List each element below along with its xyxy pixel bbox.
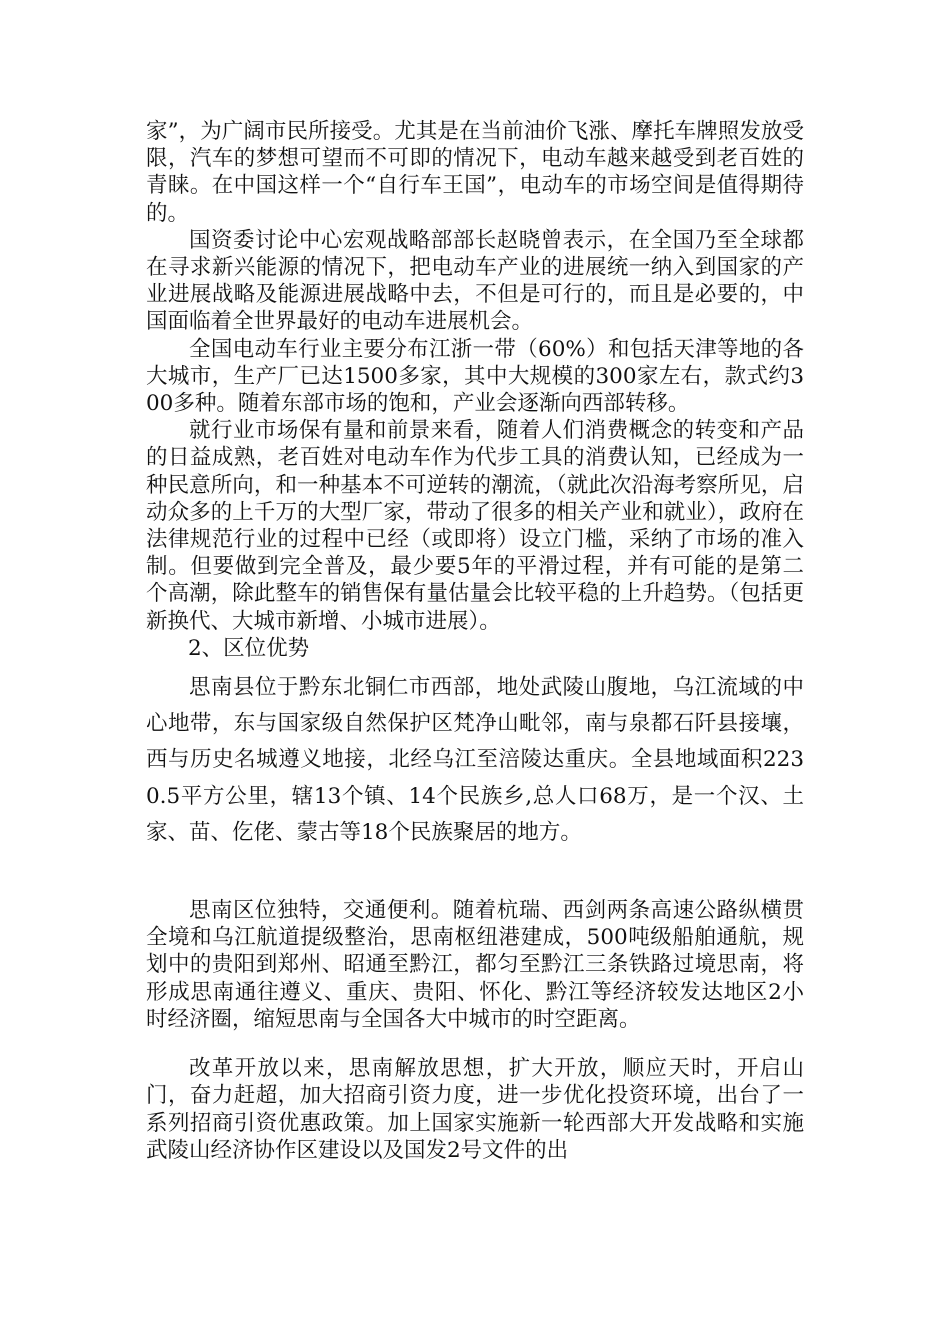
paragraph-reform: 改革开放以来，思南解放思想，扩大开放，顺应天时，开启山门，奋力赶超，加大招商引资力度，进一步优化投资环境，出台了一系列招商引资优惠政策。加上国家实施新一轮西部大开发战略和实施武陵山经济协作区建设以及国发2号文件的出: [146, 1056, 804, 1163]
paragraph-transport: 思南区位独特，交通便利。随着杭瑞、西剑两条高速公路纵横贯全境和乌江航道提级整治，思南枢纽港建成，500吨级船舶通航，规划中的贵阳到郑州、昭通至黔江，都匀至黔江三条铁路过境思南，将形成思南通往遵义、重庆、贵阳、怀化、黔江等经济较发达地区2小时经济圈，缩短思南与全国各大中城市的时空距离。: [146, 898, 804, 1032]
spacer: [146, 851, 804, 897]
document-page: [146, 118, 804, 1164]
paragraph-market-outlook: 就行业市场保有量和前景来看，随着人们消费概念的转变和产品的日益成熟，老百姓对电动车作为代步工具的消费认知，已经成为一种民意所向，和一种基本不可逆转的潮流，（就此次沿海考察所见，启动众多的上千万的大型厂家，带动了很多的相关产业和就业），政府在法律规范行业的过程中已经（或即将）设立门槛，采纳了市场的准入制。但要做到完全普及，最少要5年的平滑过程，并有可能的是第二个高潮，除此整车的销售保有量估量会比较平稳的上升趋势。（包括更新换代、大城市新增、小城市进展）。: [146, 418, 804, 634]
section-heading-location: 2、区位优势: [188, 635, 310, 661]
paragraph-sasac-statement: 国资委讨论中心宏观战略部部长赵晓曾表示，在全国乃至全球都在寻求新兴能源的情况下，把电动车产业的进展统一纳入到国家的产业进展战略及能源进展战略中去，不但是可行的，而且是必要的，中国面临着全世界最好的电动车进展机会。: [146, 227, 804, 335]
paragraph-location: 思南县位于黔东北铜仁市西部，地处武陵山腹地，乌江流域的中心地带，东与国家级自然保护区梵净山毗邻，南与泉都石阡县接壤，西与历史名城遵义地接，北经乌江至涪陵达重庆。全县地域面积2230.5平方公里，辖13个镇、14个民族乡,总人口68万，是一个汉、土家、苗、仡佬、蒙古等18个民族聚居的地方。: [146, 675, 804, 845]
spacer: [146, 1033, 804, 1055]
paragraph-market-acceptance: 家”，为广阔市民所接受。尤其是在当前油价飞涨、摩托车牌照发放受限，汽车的梦想可望而不可即的情况下，电动车越来越受到老百姓的青睐。在中国这样一个“自行车王国”，电动车的市场空间是值得期待的。: [146, 119, 804, 226]
paragraph-industry-distribution: 全国电动车行业主要分布江浙一带（60%）和包括天津等地的各大城市，生产厂已达1500多家，其中大规模的300家左右，款式约300多种。随着东部市场的饱和，产业会逐渐向西部转移。: [146, 336, 804, 417]
